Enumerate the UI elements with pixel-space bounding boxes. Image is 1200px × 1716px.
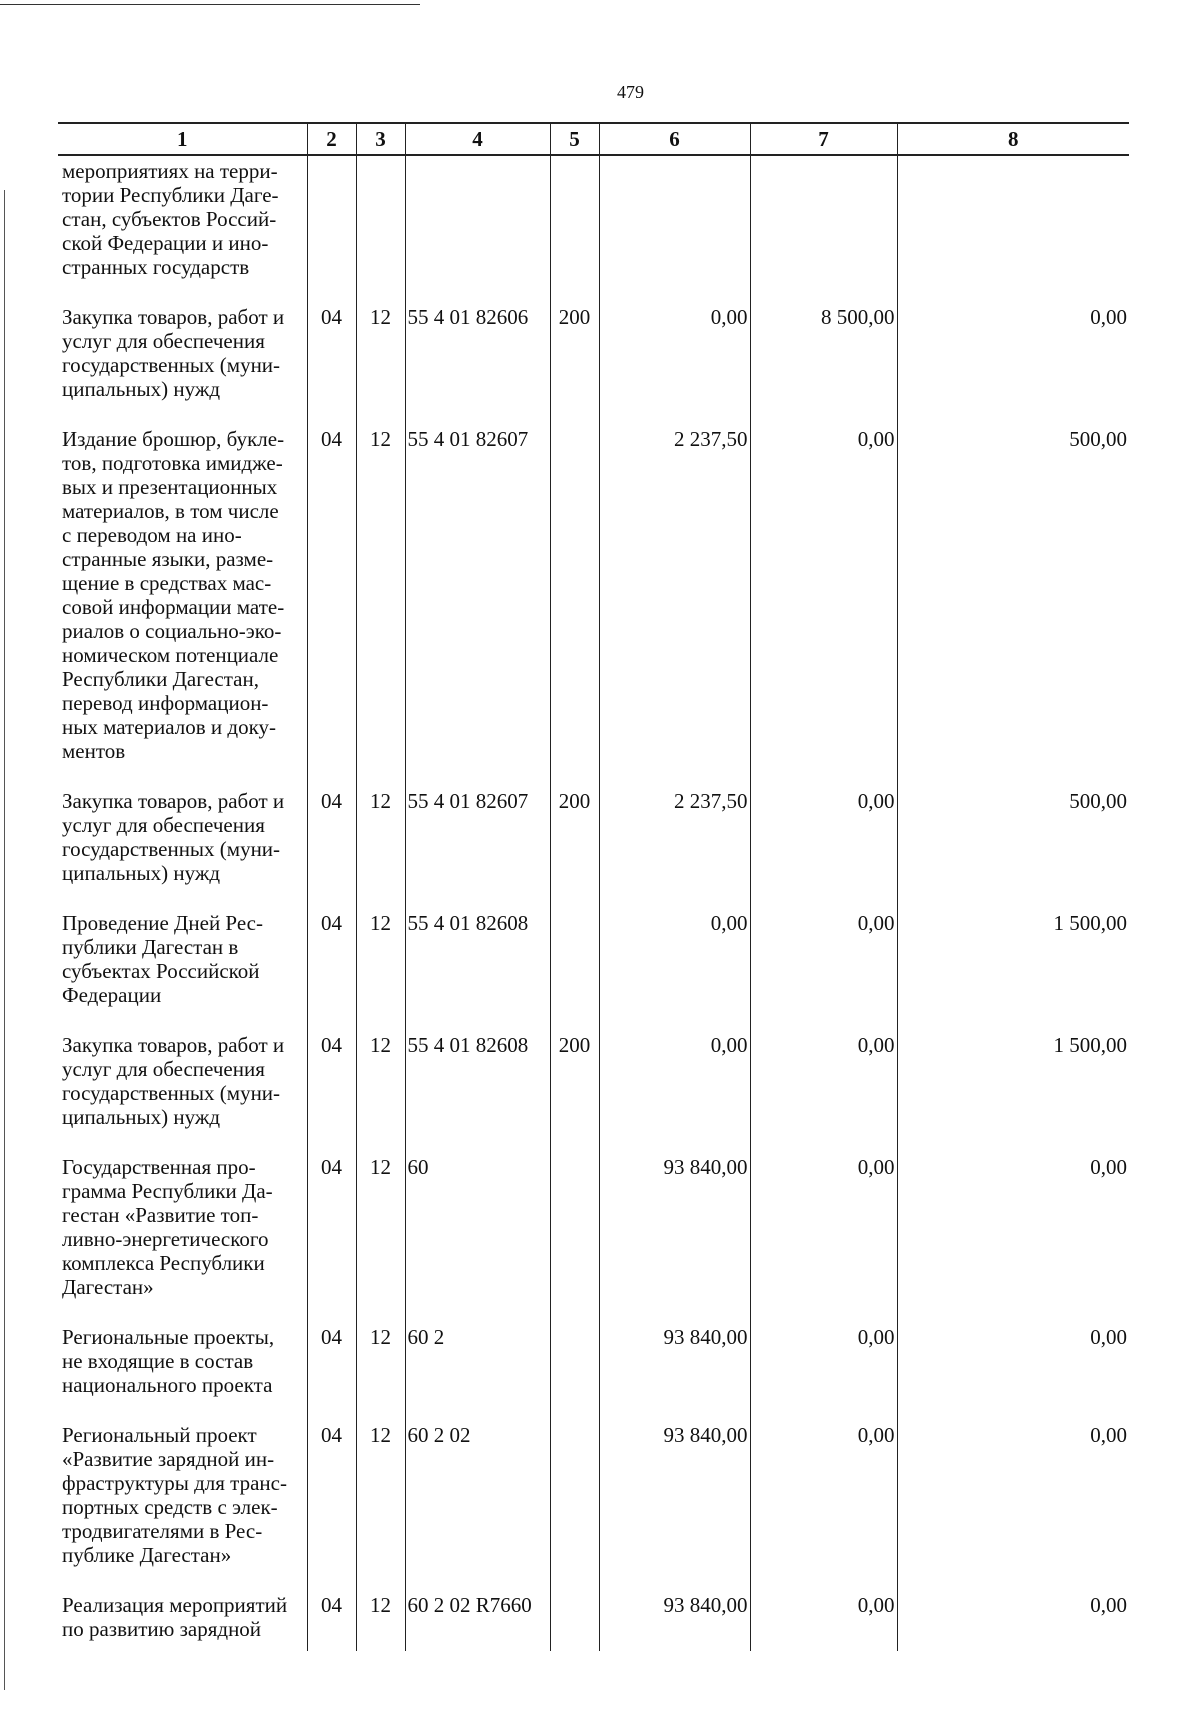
cell-amount-8: 1 500,00 bbox=[897, 911, 1129, 1033]
cell-amount-8: 0,00 bbox=[897, 1155, 1129, 1325]
cell-target-article: 55 4 01 82606 bbox=[405, 305, 550, 427]
cell-subsection: 12 bbox=[356, 1423, 405, 1593]
cell-subsection: 12 bbox=[356, 789, 405, 911]
table-row bbox=[58, 911, 1129, 1033]
cell-amount-6: 0,00 bbox=[599, 1033, 750, 1155]
table-row bbox=[58, 427, 1129, 789]
cell-amount-8 bbox=[897, 155, 1129, 305]
left-margin-rule bbox=[4, 190, 5, 1690]
cell-amount-8: 0,00 bbox=[897, 1325, 1129, 1423]
cell-subsection: 12 bbox=[356, 1033, 405, 1155]
cell-amount-8: 0,00 bbox=[897, 305, 1129, 427]
row-name: Государственная про- грамма Республики Да- гестан «Развитие топ- ливно-энергетического комплекса Республики Дагестан» bbox=[62, 1155, 273, 1299]
cell-target-article: 60 2 bbox=[405, 1325, 550, 1423]
row-name: Проведение Дней Рес- публики Дагестан в субъектах Российской Федерации bbox=[62, 911, 263, 1007]
cell-amount-6: 93 840,00 bbox=[599, 1423, 750, 1593]
cell-amount-7: 0,00 bbox=[750, 1423, 897, 1593]
cell-target-article: 55 4 01 82608 bbox=[405, 911, 550, 1033]
cell-expense-type bbox=[550, 427, 599, 789]
cell-expense-type: 200 bbox=[550, 1033, 599, 1155]
table-row bbox=[58, 1593, 1129, 1651]
cell-expense-type bbox=[550, 1325, 599, 1423]
cell-expense-type bbox=[550, 1155, 599, 1325]
cell-amount-8: 500,00 bbox=[897, 427, 1129, 789]
cell-amount-6: 0,00 bbox=[599, 305, 750, 427]
cell-amount-7: 8 500,00 bbox=[750, 305, 897, 427]
cell-section: 04 bbox=[307, 305, 356, 427]
column-header-4: 4 bbox=[405, 123, 550, 155]
cell-target-article: 55 4 01 82607 bbox=[405, 789, 550, 911]
cell-amount-8: 0,00 bbox=[897, 1593, 1129, 1651]
cell-target-article: 55 4 01 82607 bbox=[405, 427, 550, 789]
row-name: Закупка товаров, работ и услуг для обеспечения государственных (муни- ципальных) нужд bbox=[62, 1033, 285, 1129]
cell-subsection: 12 bbox=[356, 1325, 405, 1423]
row-name: Закупка товаров, работ и услуг для обеспечения государственных (муни- ципальных) нужд bbox=[62, 789, 285, 885]
column-header-8: 8 bbox=[897, 123, 1129, 155]
cell-expense-type bbox=[550, 1593, 599, 1651]
row-name: Региональный проект «Развитие зарядной ин- фраструктуры для транс- портных средств с элек- тродвигателями в Рес- публике Дагестан» bbox=[62, 1423, 287, 1567]
cell-section bbox=[307, 155, 356, 305]
row-name: Региональные проекты, не входящие в состав национального проекта bbox=[62, 1325, 275, 1397]
cell-expense-type: 200 bbox=[550, 305, 599, 427]
cell-amount-8: 1 500,00 bbox=[897, 1033, 1129, 1155]
cell-target-article: 55 4 01 82608 bbox=[405, 1033, 550, 1155]
table-row bbox=[58, 789, 1129, 911]
cell-subsection: 12 bbox=[356, 911, 405, 1033]
cell-subsection: 12 bbox=[356, 1155, 405, 1325]
cell-section: 04 bbox=[307, 1423, 356, 1593]
cell-amount-6: 93 840,00 bbox=[599, 1155, 750, 1325]
cell-expense-type: 200 bbox=[550, 789, 599, 911]
cell-amount-8: 500,00 bbox=[897, 789, 1129, 911]
cell-amount-6: 2 237,50 bbox=[599, 789, 750, 911]
cell-section: 04 bbox=[307, 1593, 356, 1651]
column-header-5: 5 bbox=[550, 123, 599, 155]
cell-target-article: 60 2 02 R7660 bbox=[405, 1593, 550, 1651]
cell-amount-7: 0,00 bbox=[750, 427, 897, 789]
cell-amount-6: 93 840,00 bbox=[599, 1325, 750, 1423]
row-name: Закупка товаров, работ и услуг для обеспечения государственных (муни- ципальных) нужд bbox=[62, 305, 285, 401]
table-row bbox=[58, 1155, 1129, 1325]
table-row bbox=[58, 1325, 1129, 1423]
cell-subsection: 12 bbox=[356, 427, 405, 789]
cell-section: 04 bbox=[307, 789, 356, 911]
cell-target-article: 60 bbox=[405, 1155, 550, 1325]
row-name: Реализация мероприятий по развитию зарядной bbox=[62, 1593, 288, 1641]
cell-section: 04 bbox=[307, 1033, 356, 1155]
cell-expense-type bbox=[550, 911, 599, 1033]
cell-subsection: 12 bbox=[356, 305, 405, 427]
cell-section: 04 bbox=[307, 1325, 356, 1423]
column-header-3: 3 bbox=[356, 123, 405, 155]
cell-amount-7: 0,00 bbox=[750, 1325, 897, 1423]
cell-amount-6: 93 840,00 bbox=[599, 1593, 750, 1651]
column-header-2: 2 bbox=[307, 123, 356, 155]
cell-amount-7: 0,00 bbox=[750, 1155, 897, 1325]
cell-expense-type bbox=[550, 155, 599, 305]
cell-amount-7: 0,00 bbox=[750, 789, 897, 911]
cell-section: 04 bbox=[307, 911, 356, 1033]
cell-amount-8: 0,00 bbox=[897, 1423, 1129, 1593]
table-row bbox=[58, 1423, 1129, 1593]
cell-expense-type bbox=[550, 1423, 599, 1593]
cell-amount-7: 0,00 bbox=[750, 1033, 897, 1155]
cell-section: 04 bbox=[307, 1155, 356, 1325]
cell-amount-7 bbox=[750, 155, 897, 305]
cell-amount-7: 0,00 bbox=[750, 911, 897, 1033]
cell-subsection: 12 bbox=[356, 1593, 405, 1651]
top-rule bbox=[0, 4, 420, 5]
table-row bbox=[58, 305, 1129, 427]
row-name: Издание брошюр, букле- тов, подготовка имидже- вых и презентационных материалов, в том числе с переводом на ино- странные языки, разме- щение в средствах мас- совой информации мате- риалов о социально-эко- номическом потенциале Республики Дагестан, перевод информацион- ных материалов и доку- ментов bbox=[62, 427, 285, 763]
column-header-6: 6 bbox=[599, 123, 750, 155]
budget-table bbox=[58, 122, 1129, 1651]
page-number: 479 bbox=[617, 82, 644, 102]
cell-amount-6: 0,00 bbox=[599, 911, 750, 1033]
column-header-1: 1 bbox=[58, 123, 307, 155]
cell-amount-7: 0,00 bbox=[750, 1593, 897, 1651]
header-row bbox=[58, 123, 1129, 155]
cell-target-article: 60 2 02 bbox=[405, 1423, 550, 1593]
cell-target-article bbox=[405, 155, 550, 305]
cell-subsection bbox=[356, 155, 405, 305]
table-row bbox=[58, 1033, 1129, 1155]
cell-section: 04 bbox=[307, 427, 356, 789]
cell-amount-6: 2 237,50 bbox=[599, 427, 750, 789]
row-name: мероприятиях на терри- тории Республики Даге- стан, субъектов Россий- ской Федерации и ино- странных государств bbox=[62, 159, 279, 279]
cell-amount-6 bbox=[599, 155, 750, 305]
column-header-7: 7 bbox=[750, 123, 897, 155]
table-row bbox=[58, 155, 1129, 305]
